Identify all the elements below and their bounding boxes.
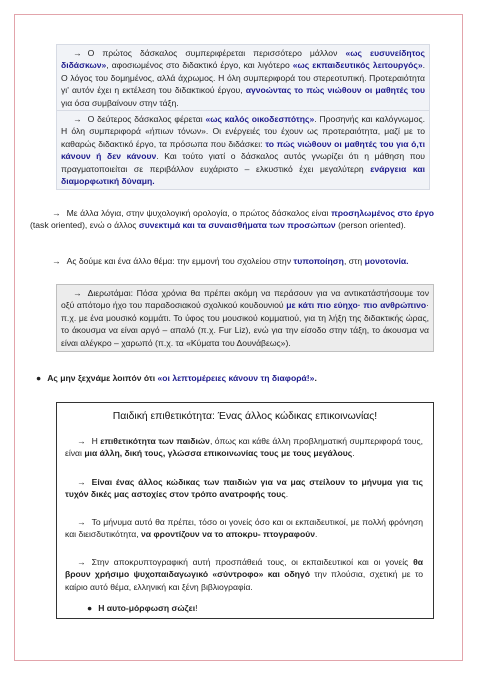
text: (person oriented). bbox=[335, 220, 406, 231]
highlight: «ως καλός οικοδεσπότης» bbox=[205, 114, 315, 124]
text: (task oriented), ενώ ο άλλος bbox=[30, 220, 139, 231]
highlight: ενάργεια και διαμορφωτική δύναμη. bbox=[61, 163, 425, 187]
box-paragraph-3 bbox=[65, 516, 423, 541]
bold-text: να φροντίζουν να το αποκρυ- πτογραφούν bbox=[141, 529, 315, 540]
text: Στην αποκρυπτογραφική αυτή προσπάθειά τους, οι εκπαιδευτικοί και οι γονείς bbox=[91, 557, 414, 567]
box-paragraph-4 bbox=[65, 556, 423, 593]
box-paragraph-2 bbox=[65, 476, 423, 501]
bold-text: Είναι ένας άλλος κώδικας των παιδιών για να μας στείλουν το μήνυμα για τις τυχόν δικές μας αστοχίες στον τρόπο ανατροφής τους bbox=[65, 477, 423, 500]
box-paragraph-1 bbox=[65, 435, 423, 460]
text: . Προσηνής και καλόγνωμος. Η όλη συμπεριφορά «ήπιων τόνων». Οι ενέργειές του έχουν ως προτεραιότητα, μαζί με το καθαρώς διδακτικό έργο, τα πρόσωπα που διδάσκει: bbox=[61, 114, 426, 149]
text: Διερωτάμαι: Πόσα χρόνια θα πρέπει ακόμη να περάσουν για να αντικατάστήσουμε τον οξύ απότομο ήχο του παραδοσιακού σχολικού κουδουνιού bbox=[61, 288, 429, 311]
text: , στη bbox=[343, 256, 365, 266]
paragraph-school-bell bbox=[56, 284, 434, 352]
aggression-box bbox=[56, 402, 434, 619]
arrow-icon: → bbox=[52, 208, 61, 218]
text: . bbox=[315, 529, 318, 540]
highlight: «οι λεπτομέρειες κάνουν τη διαφορά!» bbox=[157, 373, 315, 383]
text: Ας μην ξεχνάμε λοιπόν ότι bbox=[47, 373, 158, 383]
text: Ο δεύτερος δάσκαλος φέρεται bbox=[87, 114, 206, 124]
text: , αφοσιωμένος στο διδακτικό έργο, και λιγότερο bbox=[106, 60, 293, 71]
arrow-icon: → bbox=[77, 557, 86, 567]
text: την πλούσια, σχετική με το καίριο αυτό θέμα, ελληνική και ξένη βιβλιογραφία. bbox=[65, 569, 424, 592]
arrow-icon: → bbox=[77, 477, 86, 487]
highlight: συνεκτιμά και τα συναισθήματα των προσώπων bbox=[138, 220, 336, 231]
paragraph-psychology-terms bbox=[30, 207, 434, 232]
text: για όσα συμβαίνουν στην τάξη. bbox=[61, 97, 179, 108]
text: . Και τούτο γιατί ο δάσκαλος αυτός γνωρίζει ότι η μάθηση που πραγματοποιείται σε περιβάλλον ευχάριστο – ελκυστικό έχει μεγαλύτερη bbox=[61, 151, 425, 174]
highlight: προσηλωμένος στο έργο bbox=[331, 208, 435, 218]
bold-text: θα βρουν χρήσιμο ψυχοπαιδαγωγικό «σύντροφο» και οδηγό bbox=[65, 557, 423, 580]
highlight: μονοτονία. bbox=[364, 256, 409, 266]
bullet-details-matter bbox=[36, 372, 436, 384]
arrow-icon: → bbox=[73, 114, 82, 124]
box-paragraph-5 bbox=[65, 602, 423, 614]
text: . bbox=[314, 373, 317, 383]
highlight: το πώς νιώθουν οι μαθητές του για ό,τι κάνουν ή δεν κάνουν bbox=[61, 138, 426, 162]
text: ! bbox=[195, 603, 198, 613]
bullet-icon: ● bbox=[36, 373, 42, 383]
highlight: τυποποίηση bbox=[293, 256, 344, 266]
bold-text: Η αυτο-μόρφωση σώζει bbox=[98, 603, 196, 613]
text: Το μήνυμα αυτό θα πρέπει, τόσο οι γονείς όσο και οι εκπαιδευτικοί, με πολλή φρόνηση και διεισδυτικότητα, bbox=[65, 517, 423, 540]
arrow-icon: → bbox=[77, 517, 86, 527]
bold-text: επιθετικότητα των παιδιών bbox=[100, 436, 210, 446]
arrow-icon: → bbox=[73, 288, 82, 298]
highlight: «ως ευσυνείδητος διδάσκων» bbox=[61, 48, 425, 71]
paragraph-school-monotony bbox=[30, 255, 434, 267]
text: . bbox=[285, 489, 289, 500]
text: Η bbox=[91, 436, 101, 446]
text: Με άλλα λόγια, στην ψυχολογική ορολογία, ο πρώτος δάσκαλος είναι bbox=[66, 208, 332, 218]
arrow-icon: → bbox=[77, 436, 86, 446]
arrow-icon: → bbox=[52, 256, 61, 266]
bold-text: μια άλλη, δική τους, γλώσσα επικοινωνίας τους με τους μεγάλους bbox=[84, 448, 353, 459]
highlight: αγνοώντας το πώς νιώθουν οι μαθητές του bbox=[245, 85, 425, 96]
text: Ο πρώτος δάσκαλος συμπεριφέρεται περισσότερο μάλλον bbox=[87, 48, 346, 58]
highlight: «ως εκπαιδευτικός λειτουργός» bbox=[292, 60, 423, 71]
text: . Ο λόγος του δομημένος, αλλά άχρωμος. Η όλη συμπεριφορά του στερεοτυπική. Προτεραιότητα γι' αυτόν έχει η εκτέλεση του διδακτικού έργου, bbox=[61, 60, 425, 96]
paragraph-first-teacher bbox=[56, 44, 430, 112]
box-title: Παιδική επιθετικότητα: Ένας άλλος κώδικας επικοινωνίας! bbox=[112, 411, 378, 422]
bullet-icon: ● bbox=[87, 603, 93, 613]
text: · π.χ. με ένα μουσικό κομμάτι. Το ύφος του μουσικού κομματιού, για τη λήξη της διδακτικής ώρας, το άκουσμα να είναι αργό – απαλό (π.χ. Fur Liz), ενώ για την είσοδο στην τάξη, το άκουσμα να είναι αλέγκρο – χαρωπό (π.χ. τα «Κύματα του Δουνάβεως»). bbox=[61, 300, 429, 348]
paragraph-second-teacher bbox=[56, 110, 430, 190]
text: . bbox=[352, 448, 355, 459]
text: , όπως και κάθε άλλη προβληματική συμπεριφορά τους, είναι bbox=[65, 436, 423, 459]
text: Ας δούμε και ένα άλλο θέμα: την εμμονή του σχολείου στην bbox=[66, 256, 294, 266]
arrow-icon: → bbox=[73, 48, 82, 58]
highlight: με κάτι πιο εύηχο· πιο ανθρώπινο bbox=[286, 300, 427, 311]
